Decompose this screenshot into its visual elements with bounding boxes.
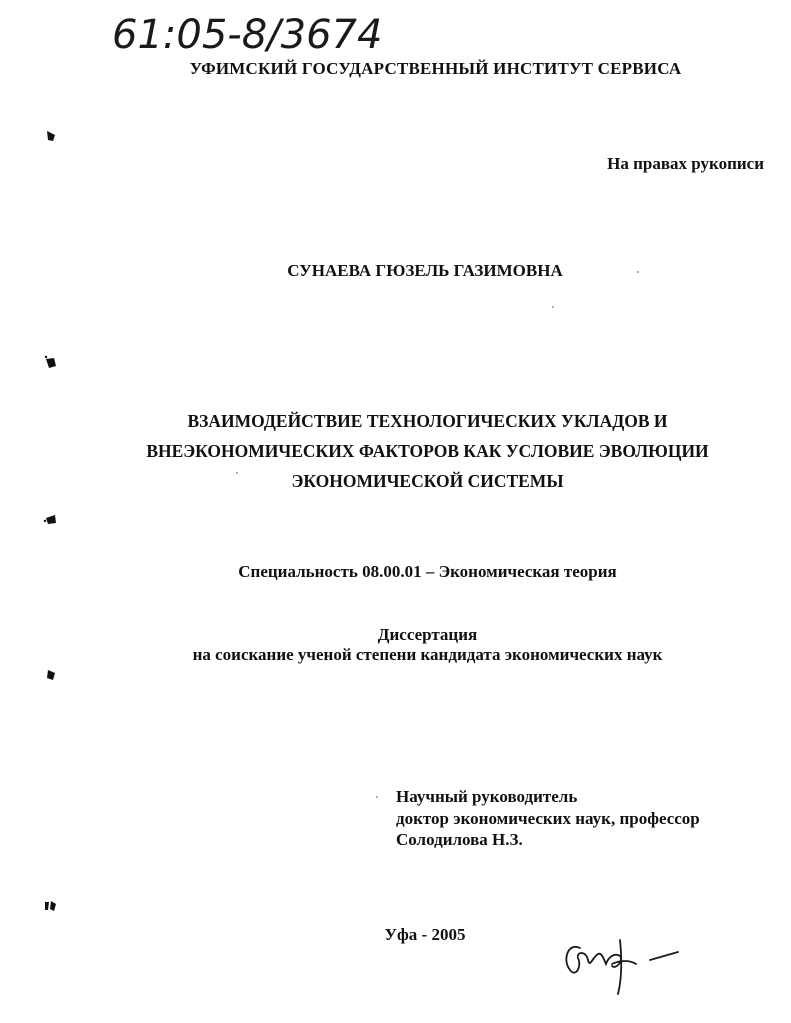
city-year: Уфа - 2005 [384,925,466,944]
supervisor-degree: доктор экономических наук, профессор [396,808,700,828]
institute-name: УФИМСКИЙ ГОСУДАРСТВЕННЫЙ ИНСТИТУТ СЕРВИСА [189,59,682,78]
punch-mark-icon [43,898,59,914]
scan-speck [552,306,554,308]
dissertation-description: на соискание ученой степени кандидата экономических наук [192,645,663,664]
dissertation-title [0,406,791,496]
author-name: СУНАЕВА ГЮЗЕЛЬ ГАЗИМОВНА [287,261,563,280]
supervisor-role: Научный руководитель [396,787,578,806]
signature-scribble [558,930,688,1000]
supervisor-block [396,786,700,851]
punch-mark-icon [43,512,59,528]
archive-code-text: 61:05-8/3674 [112,12,383,58]
scan-speck [236,472,238,474]
scan-speck [637,271,639,273]
scan-speck [376,796,378,798]
title-line: ВНЕЭКОНОМИЧЕСКИХ ФАКТОРОВ КАК УСЛОВИЕ ЭВОЛЮЦИИ [146,441,709,461]
punch-mark-icon [43,128,59,144]
title-line: ВЗАИМОДЕЙСТВИЕ ТЕХНОЛОГИЧЕСКИХ УКЛАДОВ И [187,411,668,431]
specialty: Специальность 08.00.01 – Экономическая теория [238,562,617,581]
archive-code-handwritten [110,2,470,62]
title-line: ЭКОНОМИЧЕСКОЙ СИСТЕМЫ [291,471,564,491]
punch-mark-icon [43,355,59,371]
manuscript-note: На правах рукописи [607,154,764,173]
punch-mark-icon [43,667,59,683]
dissertation-label: Диссертация [377,625,478,644]
supervisor-name: Солодилова Н.З. [396,830,523,849]
